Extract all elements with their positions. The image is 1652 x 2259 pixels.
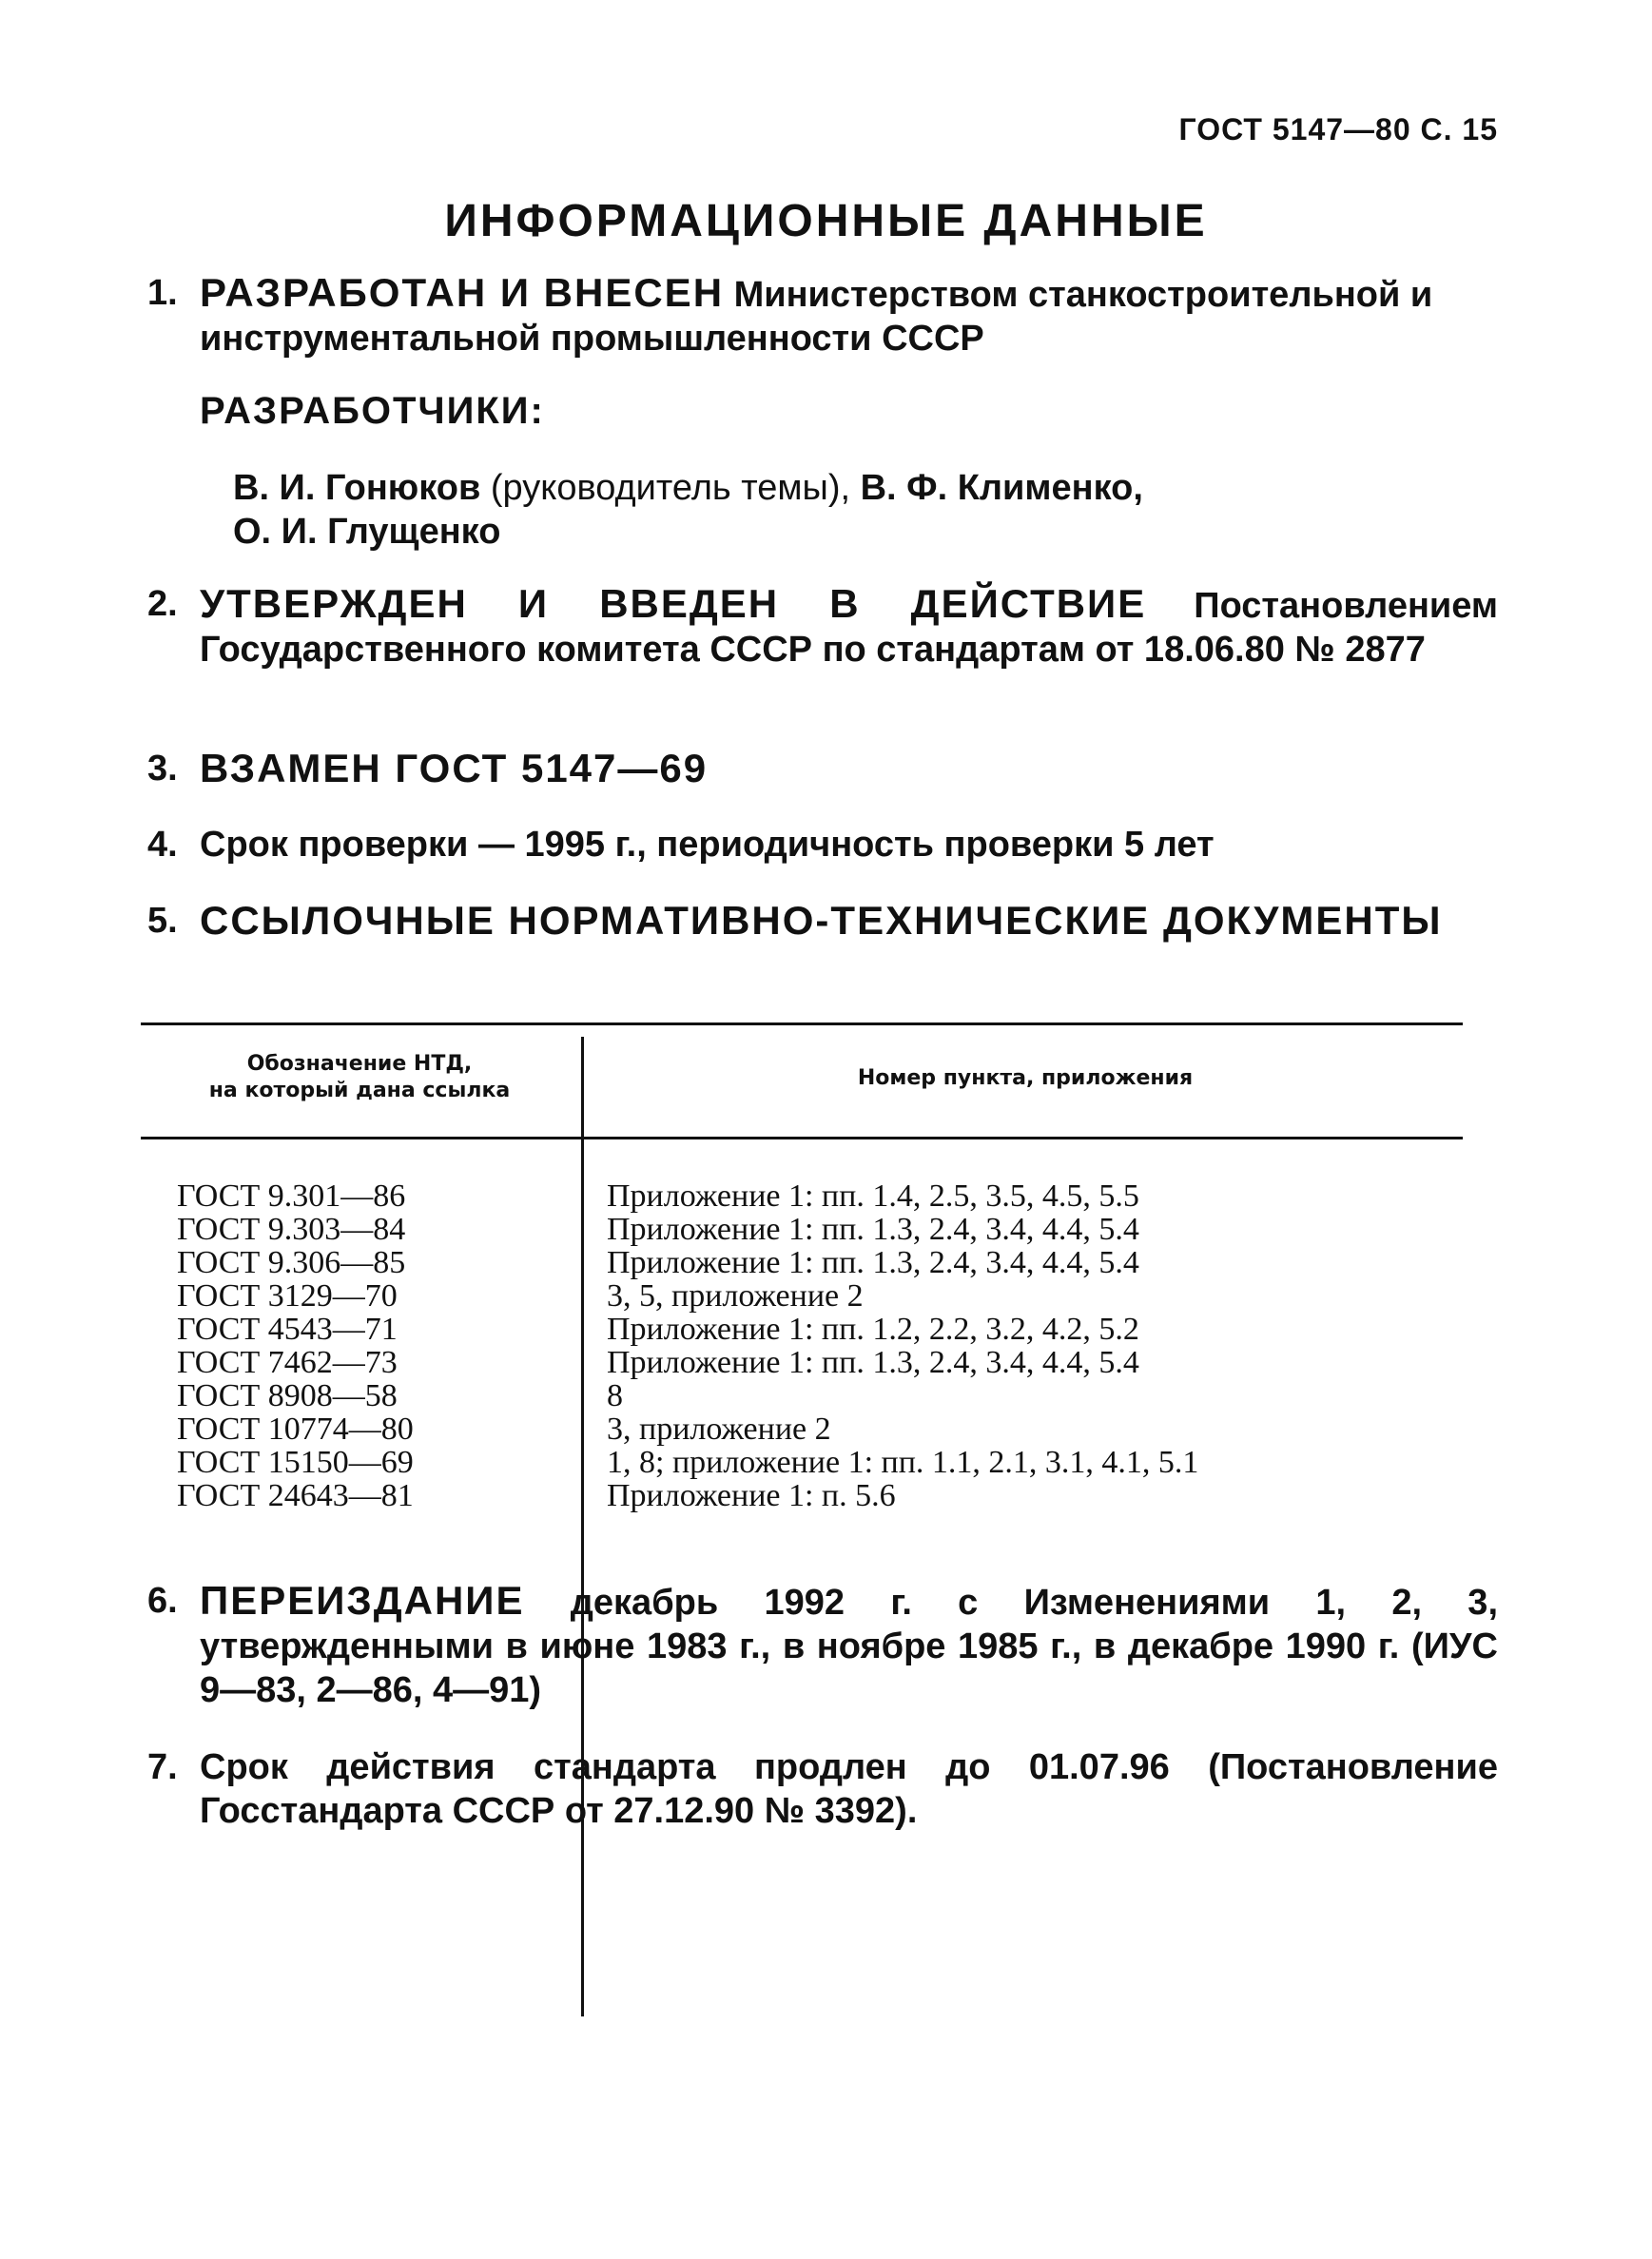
item-4-text: Срок проверки — 1995 г., периодичность проверки 5 лет <box>200 825 1215 865</box>
item-1-lead: РАЗРАБОТАН И ВНЕСЕН <box>200 270 725 315</box>
item-2-lead: УТВЕРЖДЕН И ВВЕДЕН В ДЕЙСТВИЕ <box>200 581 1147 626</box>
developer-3: О. И. Глущенко <box>233 512 501 552</box>
item-6-lead: ПЕРЕИЗДАНИЕ <box>200 1578 525 1623</box>
table-cell-doc: ГОСТ 9.306—85 <box>177 1245 406 1280</box>
item-7 <box>147 1745 1498 1833</box>
table-cell-doc: ГОСТ 7462—73 <box>177 1345 398 1380</box>
table-cell-doc: ГОСТ 24643—81 <box>177 1478 414 1513</box>
table-cell-doc: ГОСТ 10774—80 <box>177 1412 414 1447</box>
item-3-text: ВЗАМЕН ГОСТ 5147—69 <box>200 746 709 790</box>
item-2-text: Постановлением Государственного комитета СССР по стандартам от 18.06.80 № 2877 <box>200 586 1499 670</box>
item-2 <box>147 582 1498 672</box>
table-header-left-line2: на который дана ссылка <box>208 1079 511 1102</box>
developer-2: В. Ф. Клименко, <box>860 468 1143 508</box>
item-number: 4. <box>147 825 178 865</box>
item-number: 7. <box>147 1747 178 1787</box>
table-cell-doc: ГОСТ 15150—69 <box>177 1445 414 1480</box>
table-cell-ref: 1, 8; приложение 1: пп. 1.1, 2.1, 3.1, 4.1, 5.1 <box>607 1445 1199 1480</box>
item-1 <box>147 271 1498 360</box>
item-number: 3. <box>147 749 178 789</box>
item-3 <box>147 747 1498 790</box>
item-4 <box>147 823 1498 867</box>
table-top-rule <box>141 1022 1463 1025</box>
table-header-rule-left <box>141 1137 583 1139</box>
item-number: 5. <box>147 901 178 941</box>
developers-list <box>233 466 1498 554</box>
item-1-text: Министерством станкостроительной и инструментальной промышленности СССР <box>200 275 1433 359</box>
table-cell-ref: 3, 5, приложение 2 <box>607 1278 864 1314</box>
table-header-left-line1: Обозначение НТД, <box>246 1052 473 1076</box>
item-2-body <box>200 582 1498 672</box>
table-cell-ref: 3, приложение 2 <box>607 1412 831 1447</box>
item-number: 1. <box>147 273 178 313</box>
page-header-reference: ГОСТ 5147—80 С. 15 <box>1178 112 1498 146</box>
item-number: 6. <box>147 1581 178 1621</box>
developer-1-role: (руководитель темы), <box>480 468 861 508</box>
table-header-left <box>141 1051 578 1104</box>
table-cell-doc: ГОСТ 9.303—84 <box>177 1212 406 1247</box>
table-cell-ref: Приложение 1: пп. 1.2, 2.2, 3.2, 4.2, 5.2 <box>607 1312 1139 1347</box>
table-header-rule-right <box>583 1137 1463 1139</box>
table-column-references <box>607 1179 1453 1512</box>
table-cell-ref: Приложение 1: пп. 1.3, 2.4, 3.4, 4.4, 5.4 <box>607 1212 1139 1247</box>
item-1-body <box>200 271 1498 360</box>
item-6 <box>147 1579 1498 1712</box>
table-cell-ref: Приложение 1: п. 5.6 <box>607 1478 896 1513</box>
developer-1: В. И. Гонюков <box>233 468 481 508</box>
item-5-text: ССЫЛОЧНЫЕ НОРМАТИВНО-ТЕХНИЧЕСКИЕ ДОКУМЕНТЫ <box>200 898 1443 943</box>
item-number: 2. <box>147 584 178 624</box>
table-column-documents <box>177 1179 576 1512</box>
table-cell-doc: ГОСТ 9.301—86 <box>177 1178 406 1214</box>
item-6-body <box>200 1579 1498 1712</box>
table-cell-ref: Приложение 1: пп. 1.3, 2.4, 3.4, 4.4, 5.4 <box>607 1345 1139 1380</box>
item-5 <box>147 899 1498 943</box>
table-column-divider <box>581 1037 584 2016</box>
table-cell-doc: ГОСТ 8908—58 <box>177 1378 398 1413</box>
developers-heading: РАЗРАБОТЧИКИ: <box>200 390 545 432</box>
table-cell-ref: 8 <box>607 1378 623 1413</box>
item-7-text: Срок действия стандарта продлен до 01.07.96 (Постановление Госстандарта СССР от 27.12.90 № 3392). <box>200 1747 1498 1831</box>
table-cell-ref: Приложение 1: пп. 1.4, 2.5, 3.5, 4.5, 5.5 <box>607 1178 1139 1214</box>
table-cell-doc: ГОСТ 3129—70 <box>177 1278 398 1314</box>
page-title: ИНФОРМАЦИОННЫЕ ДАННЫЕ <box>444 196 1208 246</box>
table-header-right: Номер пункта, приложения <box>857 1066 1194 1090</box>
table-cell-ref: Приложение 1: пп. 1.3, 2.4, 3.4, 4.4, 5.4 <box>607 1245 1139 1280</box>
table-cell-doc: ГОСТ 4543—71 <box>177 1312 398 1347</box>
item-6-text: декабрь 1992 г. с Изменениями 1, 2, 3, утвержденными в июне 1983 г., в ноябре 1985 г., в декабре 1990 г. (ИУС 9—83, 2—86, 4—91) <box>200 1583 1498 1710</box>
